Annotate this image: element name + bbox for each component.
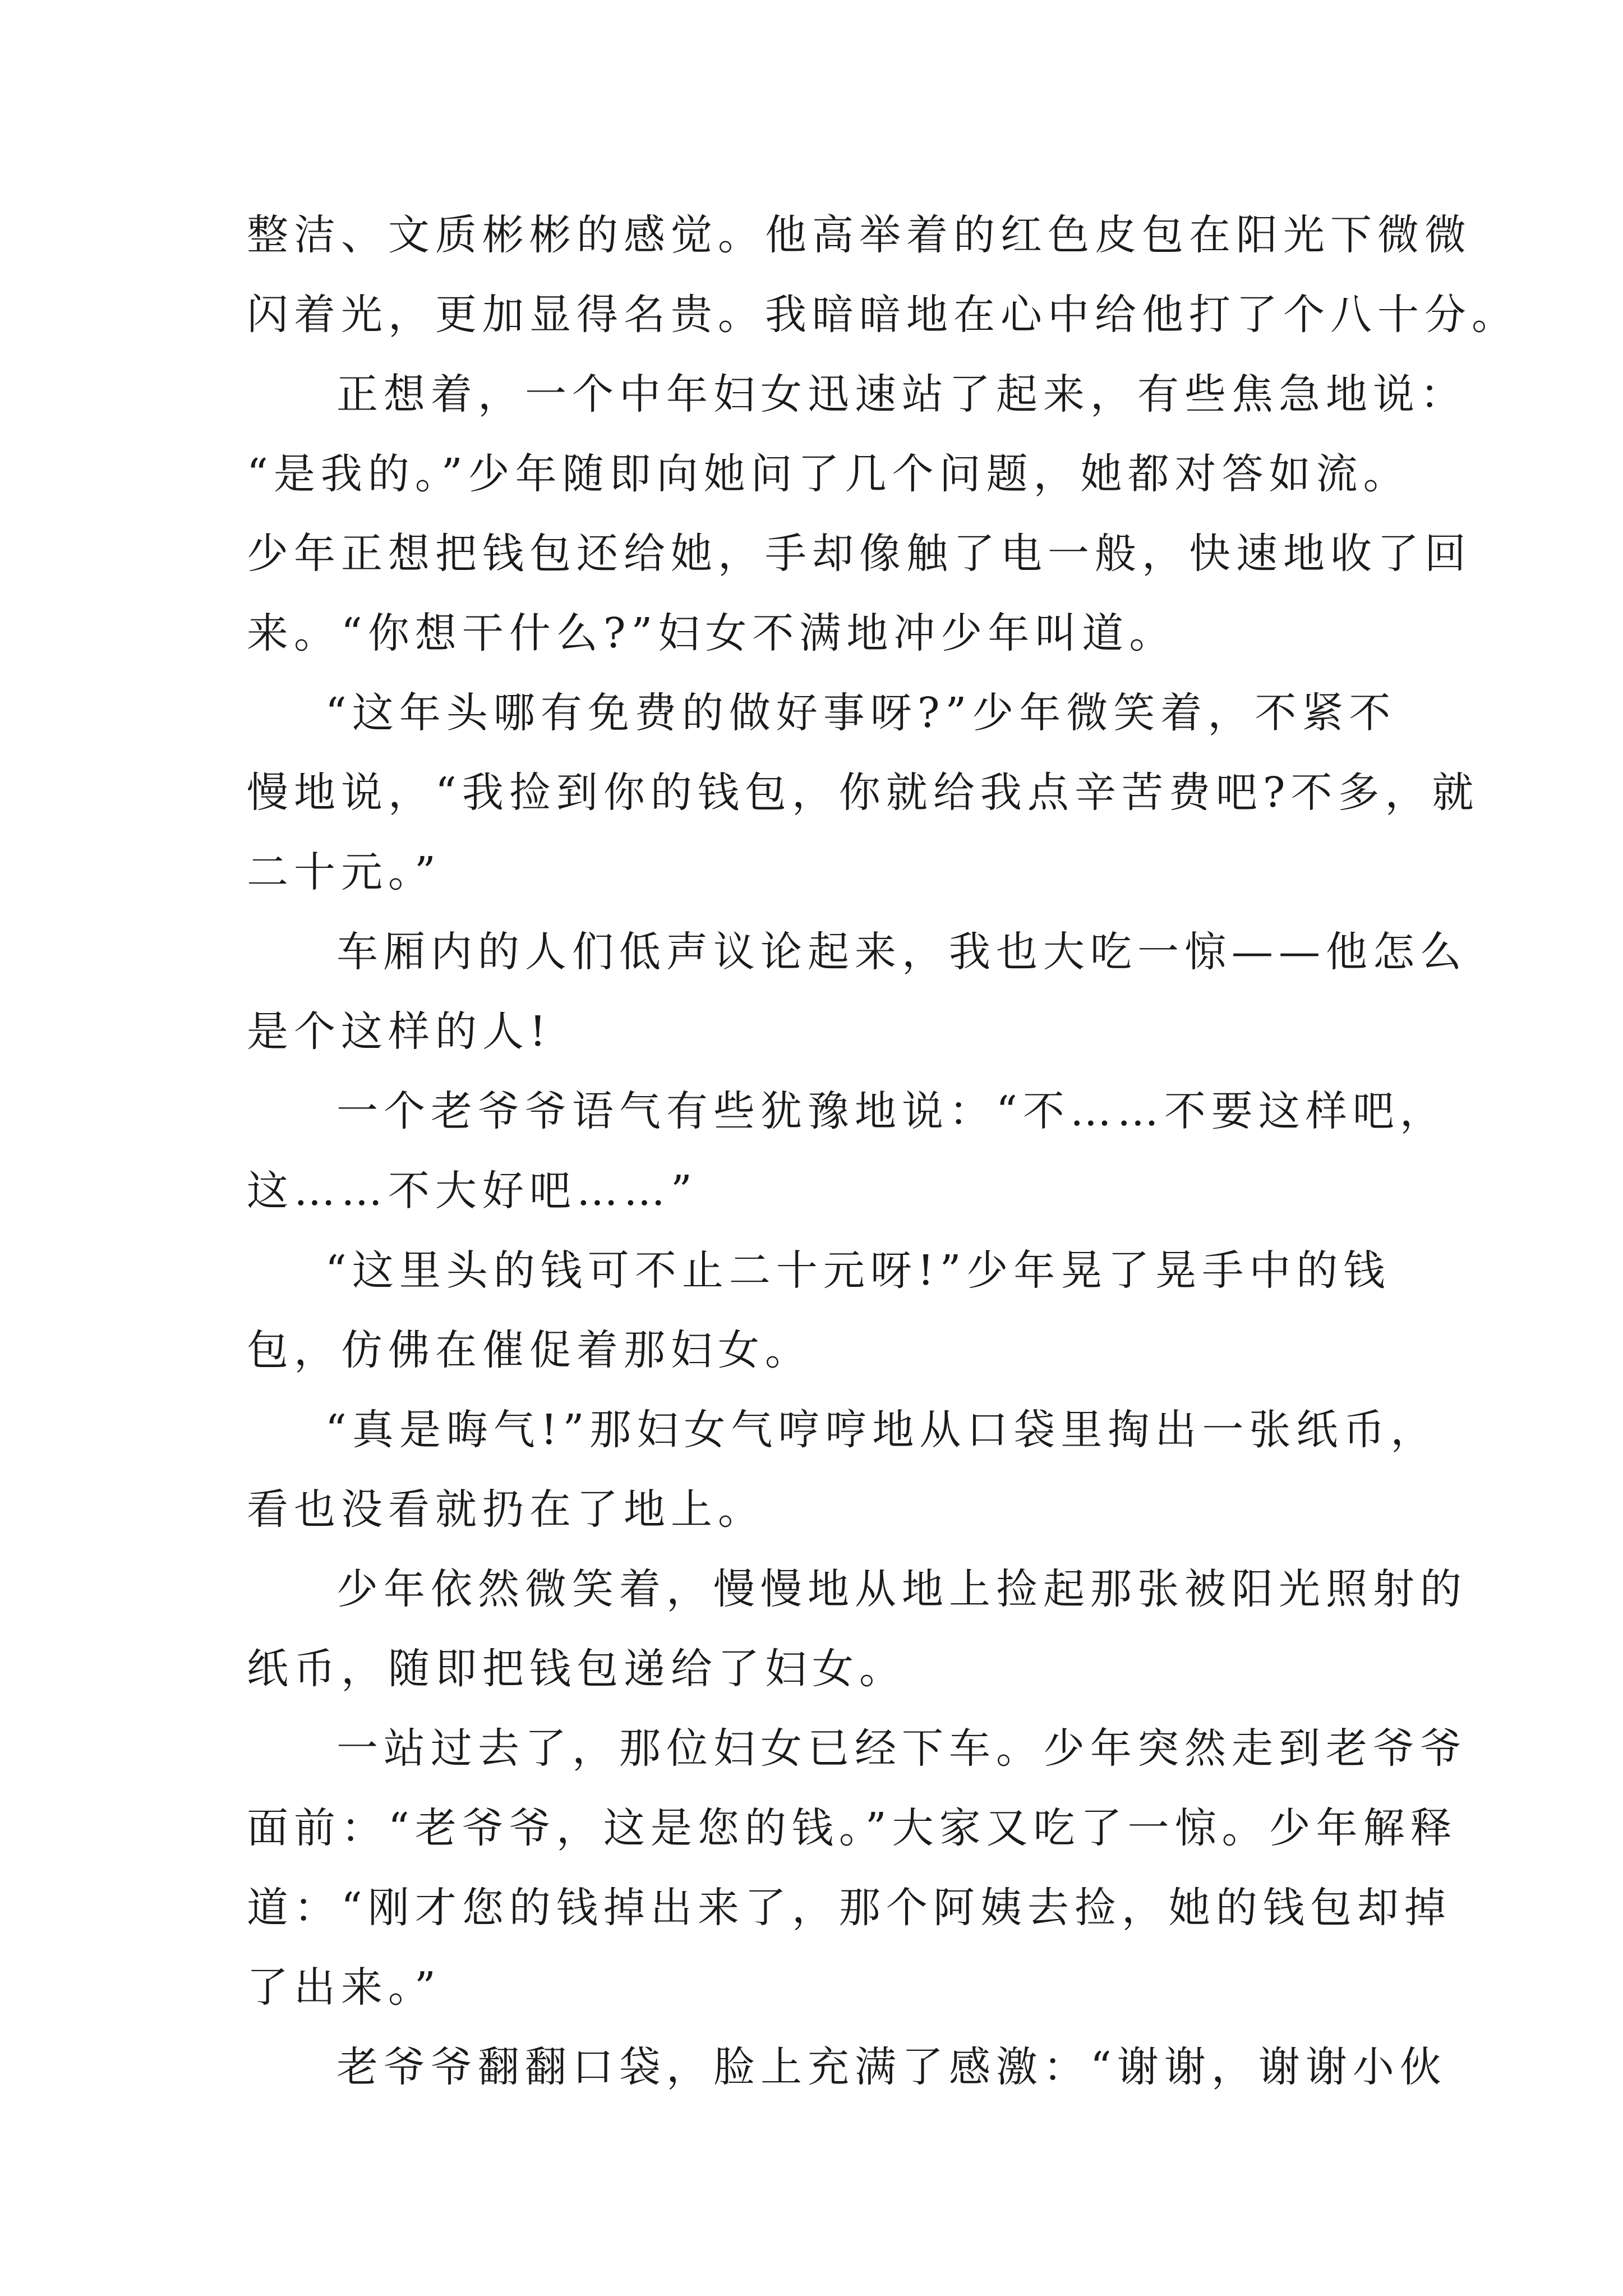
text-line: 道：“刚才您的钱掉出来了，那个阿姨去捡，她的钱包却掉 (247, 1884, 1451, 1932)
text-line: 一个老爷爷语气有些犹豫地说：“不……不要这样吧， (336, 1087, 1447, 1135)
text-line: 一站过去了，那位妇女已经下车。少年突然走到老爷爷 (336, 1724, 1467, 1773)
text-line: “是我的。”少年随即向她问了几个问题，她都对答如流。 (247, 450, 1410, 498)
text-line: 包，仿佛在催促着那妇女。 (247, 1326, 812, 1374)
text-line: 少年正想把钱包还给她，手却像触了电一般，快速地收了回 (247, 530, 1472, 578)
text-line: 来。“你想干什么?”妇女不满地冲少年叫道。 (247, 609, 1177, 657)
text-line: “这年头哪有免费的做好事呀?”少年微笑着，不紧不 (325, 689, 1396, 737)
document-body (247, 195, 1519, 2107)
text-line: 是个这样的人! (247, 1007, 552, 1056)
text-line: 二十元。” (247, 848, 441, 896)
text-line: 看也没看就扔在了地上。 (247, 1485, 765, 1534)
text-line: 少年依然微笑着，慢慢地从地上捡起那张被阳光照射的 (336, 1565, 1467, 1613)
text-line: “这里头的钱可不止二十元呀!”少年晃了晃手中的钱 (325, 1246, 1391, 1295)
text-line: 闪着光，更加显得名贵。我暗暗地在心中给他打了个八十分。 (247, 291, 1519, 339)
text-line: 面前：“老爷爷，这是您的钱。”大家又吃了一惊。少年解释 (247, 1804, 1458, 1852)
text-line: 正想着，一个中年妇女迅速站了起来，有些焦急地说： (336, 370, 1467, 418)
text-line: “真是晦气!”那妇女气哼哼地从口袋里掏出一张纸币， (325, 1406, 1438, 1454)
text-line: 了出来。” (247, 1963, 441, 2012)
text-line: 整洁、文质彬彬的感觉。他高举着的红色皮包在阳光下微微 (247, 211, 1472, 259)
text-line: 这……不大好吧……” (247, 1167, 698, 1215)
text-line: 老爷爷翻翻口袋，脸上充满了感激：“谢谢，谢谢小伙 (336, 2043, 1447, 2091)
text-line: 车厢内的人们低声议论起来，我也大吃一惊——他怎么 (336, 928, 1467, 976)
text-line: 慢地说，“我捡到你的钱包，你就给我点辛苦费吧?不多，就 (247, 769, 1479, 817)
text-line: 纸币，随即把钱包递给了妇女。 (247, 1645, 906, 1693)
